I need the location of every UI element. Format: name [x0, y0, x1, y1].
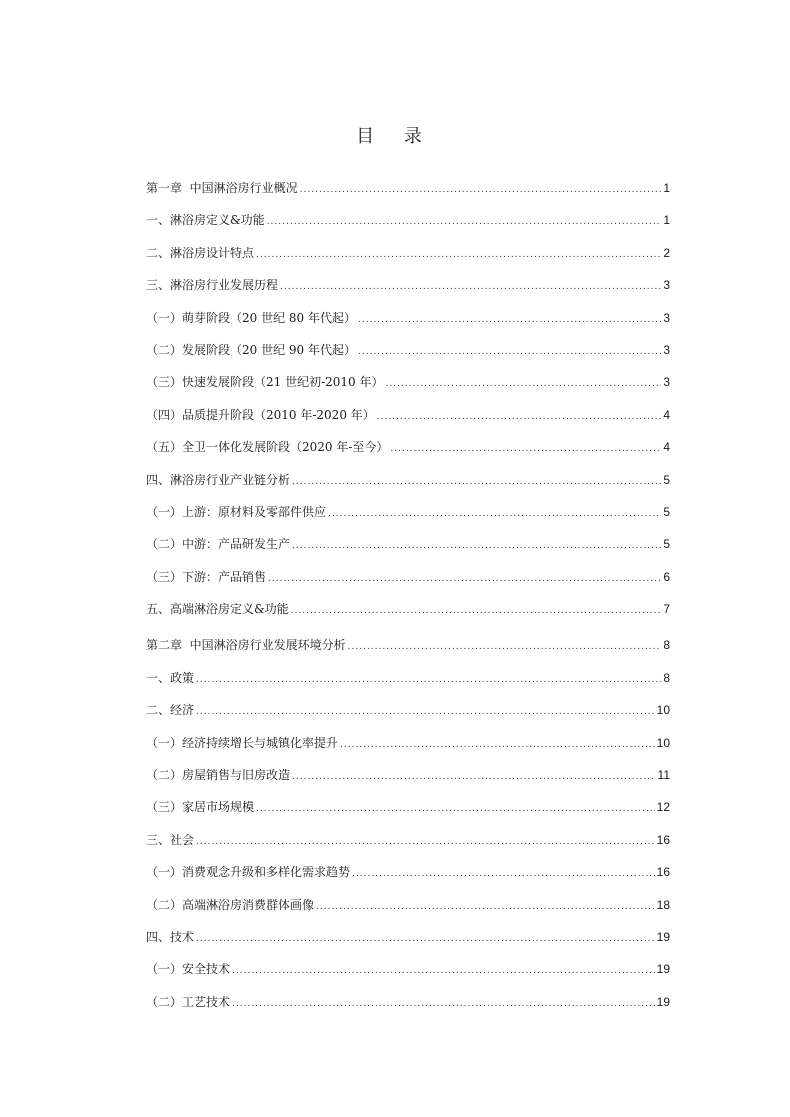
- toc-entry[interactable]: [146, 992, 670, 1024]
- dot-leader: [256, 799, 655, 819]
- toc-entry[interactable]: [146, 567, 670, 599]
- toc-entry-page-number: 18: [656, 897, 670, 912]
- dot-leader: [196, 832, 655, 852]
- toc-entry-label: （一）消费观念升级和多样化需求趋势: [146, 865, 351, 880]
- toc-entry[interactable]: [146, 668, 670, 700]
- toc-entry[interactable]: [146, 405, 670, 437]
- toc-entry-page-number: 12: [656, 800, 670, 815]
- toc-entry-label: （二）房屋销售与旧房改造: [146, 768, 291, 783]
- dot-leader: [328, 504, 661, 524]
- toc-entry[interactable]: [146, 534, 670, 566]
- toc-entry[interactable]: [146, 210, 670, 242]
- toc-entry-label: （三）下游：产品销售: [146, 569, 267, 584]
- toc-entry[interactable]: [146, 895, 670, 927]
- dot-leader: [316, 897, 655, 917]
- toc-entry-label: （一）安全技术: [146, 962, 231, 977]
- dot-leader: [377, 407, 662, 427]
- toc-entry-label: 第二章 中国淋浴房行业发展环境分析: [146, 638, 346, 653]
- toc-entry[interactable]: [146, 700, 670, 732]
- toc-entry-label: 二、淋浴房设计特点: [146, 245, 255, 260]
- toc-entry-label: 三、社会: [146, 832, 195, 847]
- toc-entry[interactable]: [146, 372, 670, 404]
- dot-leader: [352, 864, 655, 884]
- toc-entry[interactable]: [146, 275, 670, 307]
- toc-entry-label: （三）快速发展阶段（21 世纪初-2010 年）: [146, 375, 384, 390]
- toc-entry-page-number: 6: [663, 569, 670, 584]
- toc-entry-page-number: 5: [663, 472, 670, 487]
- toc-entry[interactable]: [146, 830, 670, 862]
- toc-entry[interactable]: [146, 959, 670, 991]
- toc-entry[interactable]: [146, 635, 670, 667]
- toc-entry[interactable]: [146, 502, 670, 534]
- toc-entry[interactable]: [146, 437, 670, 469]
- dot-leader: [268, 569, 661, 589]
- dot-leader: [232, 994, 655, 1014]
- dot-leader: [232, 961, 655, 981]
- dot-leader: [267, 212, 662, 232]
- toc-entry-page-number: 3: [663, 375, 670, 390]
- toc-entry-page-number: 1: [663, 181, 670, 195]
- dot-leader: [300, 180, 662, 200]
- toc-entry[interactable]: [146, 599, 670, 631]
- toc-entry-label: （一）上游：原材料及零部件供应: [146, 504, 327, 519]
- toc-entry[interactable]: [146, 308, 670, 340]
- toc-entry-page-number: 3: [663, 310, 670, 325]
- toc-entry-page-number: 1: [663, 213, 670, 228]
- toc-entry-label: （二）工艺技术: [146, 994, 231, 1009]
- dot-leader: [292, 472, 661, 492]
- dot-leader: [196, 929, 655, 949]
- toc-entry-label: （三）家居市场规模: [146, 800, 255, 815]
- toc-entry-label: 三、淋浴房行业发展历程: [146, 278, 279, 293]
- toc-entry-label: 一、淋浴房定义&功能: [146, 213, 265, 228]
- toc-entry-page-number: 5: [663, 504, 670, 519]
- toc-entry-page-number: 7: [663, 602, 670, 617]
- toc-entry-page-number: 10: [656, 735, 670, 750]
- toc-entry-page-number: 8: [663, 670, 670, 685]
- toc-entry[interactable]: [146, 927, 670, 959]
- toc-entry-page-number: 8: [663, 638, 670, 653]
- toc-entry-page-number: 16: [656, 865, 670, 880]
- toc-entry-label: （二）中游：产品研发生产: [146, 537, 291, 552]
- toc-entry-page-number: 4: [663, 440, 670, 455]
- toc-entry[interactable]: [146, 862, 670, 894]
- table-of-contents: [146, 178, 670, 1024]
- toc-entry[interactable]: [146, 243, 670, 275]
- toc-entry-page-number: 16: [656, 832, 670, 847]
- toc-entry-page-number: 19: [656, 929, 670, 944]
- toc-entry-label: （四）品质提升阶段（2010 年-2020 年）: [146, 407, 375, 422]
- toc-entry-label: （五）全卫一体化发展阶段（2020 年-至今）: [146, 440, 389, 455]
- toc-entry-label: 四、淋浴房行业产业链分析: [146, 472, 291, 487]
- toc-entry[interactable]: [146, 733, 670, 765]
- dot-leader: [390, 439, 661, 459]
- toc-entry-page-number: 3: [663, 278, 670, 293]
- dot-leader: [256, 245, 661, 265]
- toc-entry-label: （一）萌芽阶段（20 世纪 80 年代起）: [146, 310, 356, 325]
- toc-entry-label: 二、经济: [146, 703, 195, 718]
- toc-entry-page-number: 11: [657, 768, 670, 783]
- dot-leader: [348, 637, 662, 657]
- dot-leader: [292, 536, 661, 556]
- dot-leader: [291, 601, 662, 621]
- toc-entry-label: （二）高端淋浴房消费群体画像: [146, 897, 315, 912]
- toc-entry-label: 一、政策: [146, 670, 195, 685]
- toc-entry-label: （一）经济持续增长与城镇化率提升: [146, 735, 339, 750]
- toc-entry[interactable]: [146, 765, 670, 797]
- toc-entry-page-number: 19: [656, 994, 670, 1009]
- toc-entry[interactable]: [146, 470, 670, 502]
- toc-entry-page-number: 2: [663, 245, 670, 260]
- toc-entry-label: （二）发展阶段（20 世纪 90 年代起）: [146, 342, 356, 357]
- toc-entry-page-number: 10: [656, 703, 670, 718]
- dot-leader: [280, 277, 661, 297]
- dot-leader: [292, 767, 656, 787]
- dot-leader: [386, 374, 662, 394]
- dot-leader: [196, 702, 655, 722]
- toc-entry[interactable]: [146, 178, 670, 210]
- toc-title: 目 录: [356, 126, 434, 147]
- toc-entry-page-number: 5: [663, 537, 670, 552]
- dot-leader: [196, 670, 661, 690]
- dot-leader: [358, 310, 661, 330]
- toc-entry[interactable]: [146, 797, 670, 829]
- toc-entry-page-number: 3: [663, 342, 670, 357]
- dot-leader: [340, 735, 655, 755]
- toc-entry-label: 第一章 中国淋浴房行业概况: [146, 181, 298, 195]
- dot-leader: [358, 342, 661, 362]
- toc-entry-page-number: 19: [656, 962, 670, 977]
- toc-entry-label: 四、技术: [146, 929, 195, 944]
- toc-entry[interactable]: [146, 340, 670, 372]
- toc-entry-page-number: 4: [663, 407, 670, 422]
- toc-entry-label: 五、高端淋浴房定义&功能: [146, 602, 289, 617]
